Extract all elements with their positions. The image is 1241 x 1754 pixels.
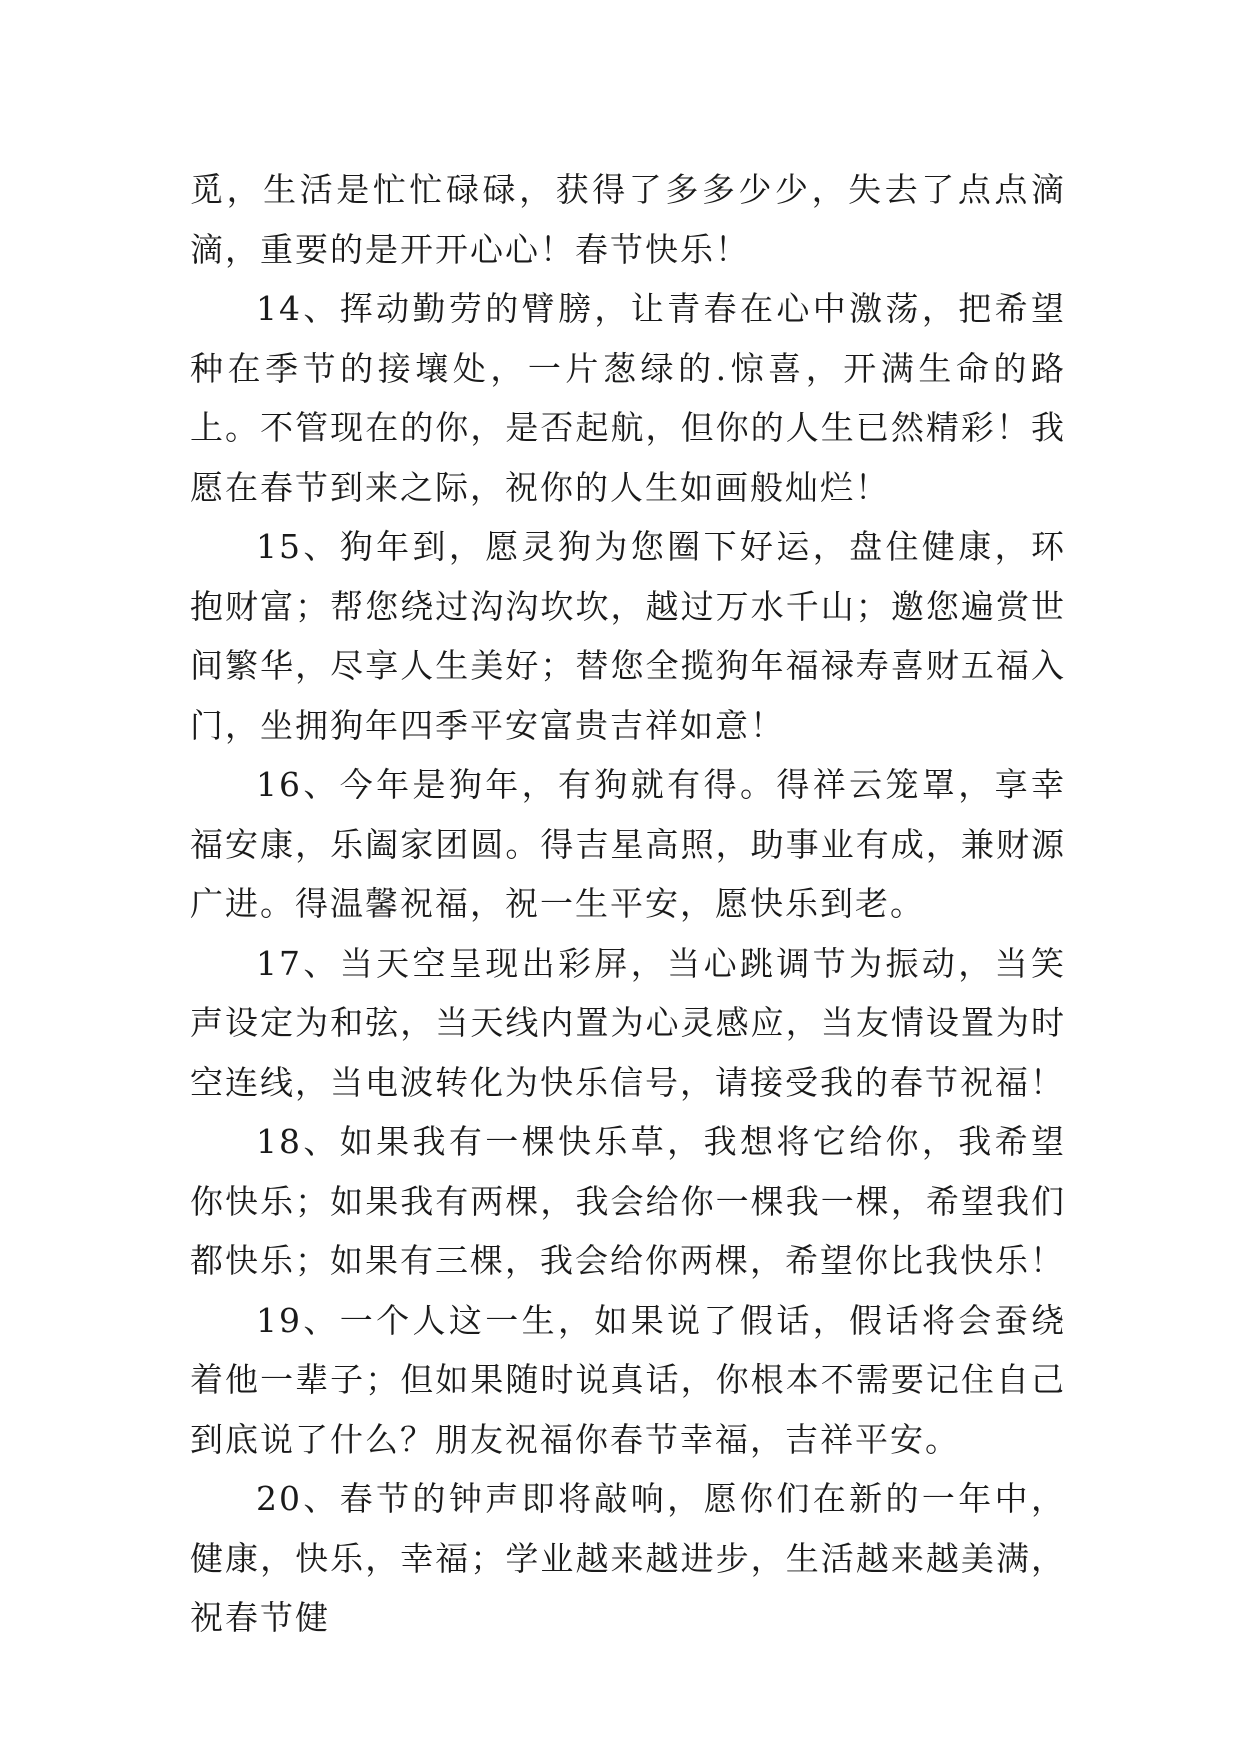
- paragraph-continuation: 觅，生活是忙忙碌碌，获得了多多少少，失去了点点滴滴，重要的是开开心心！春节快乐！: [190, 170, 1066, 269]
- paragraph-15: 15、狗年到，愿灵狗为您圈下好运，盘住健康，环抱财富；帮您绕过沟沟坎坎，越过万水千山；邀您遍赏世间繁华，尽享人生美好；替您全揽狗年福禄寿喜财五福入门，坐拥狗年四季平安富贵吉祥如意！: [190, 527, 1066, 745]
- paragraph-16: 16、今年是狗年，有狗就有得。得祥云笼罩，享幸福安康，乐阖家团圆。得吉星高照，助事业有成，兼财源广进。得温馨祝福，祝一生平安，愿快乐到老。: [190, 765, 1066, 923]
- paragraph-17: 17、当天空呈现出彩屏，当心跳调节为振动，当笑声设定为和弦，当天线内置为心灵感应，当友情设置为时空连线，当电波转化为快乐信号，请接受我的春节祝福！: [190, 943, 1066, 1102]
- paragraph-14: 14、挥动勤劳的臂膀，让青春在心中激荡，把希望种在季节的接壤处，一片葱绿的.惊喜，开满生命的路上。不管现在的你，是否起航，但你的人生已然精彩！我愿在春节到来之际，祝你的人生如画般灿烂！: [190, 289, 1066, 507]
- paragraph-20: 20、春节的钟声即将敲响，愿你们在新的一年中，健康，快乐，幸福；学业越来越进步，生活越来越美满，祝春节健: [190, 1479, 1066, 1637]
- paragraph-19: 19、一个人这一生，如果说了假话，假话将会蚕绕着他一辈子；但如果随时说真话，你根本不需要记住自己到底说了什么？朋友祝福你春节幸福，吉祥平安。: [190, 1300, 1066, 1459]
- document-body: [190, 160, 1066, 1648]
- paragraph-18: 18、如果我有一棵快乐草，我想将它给你，我希望你快乐；如果我有两棵，我会给你一棵我一棵，希望我们都快乐；如果有三棵，我会给你两棵，希望你比我快乐！: [190, 1122, 1066, 1280]
